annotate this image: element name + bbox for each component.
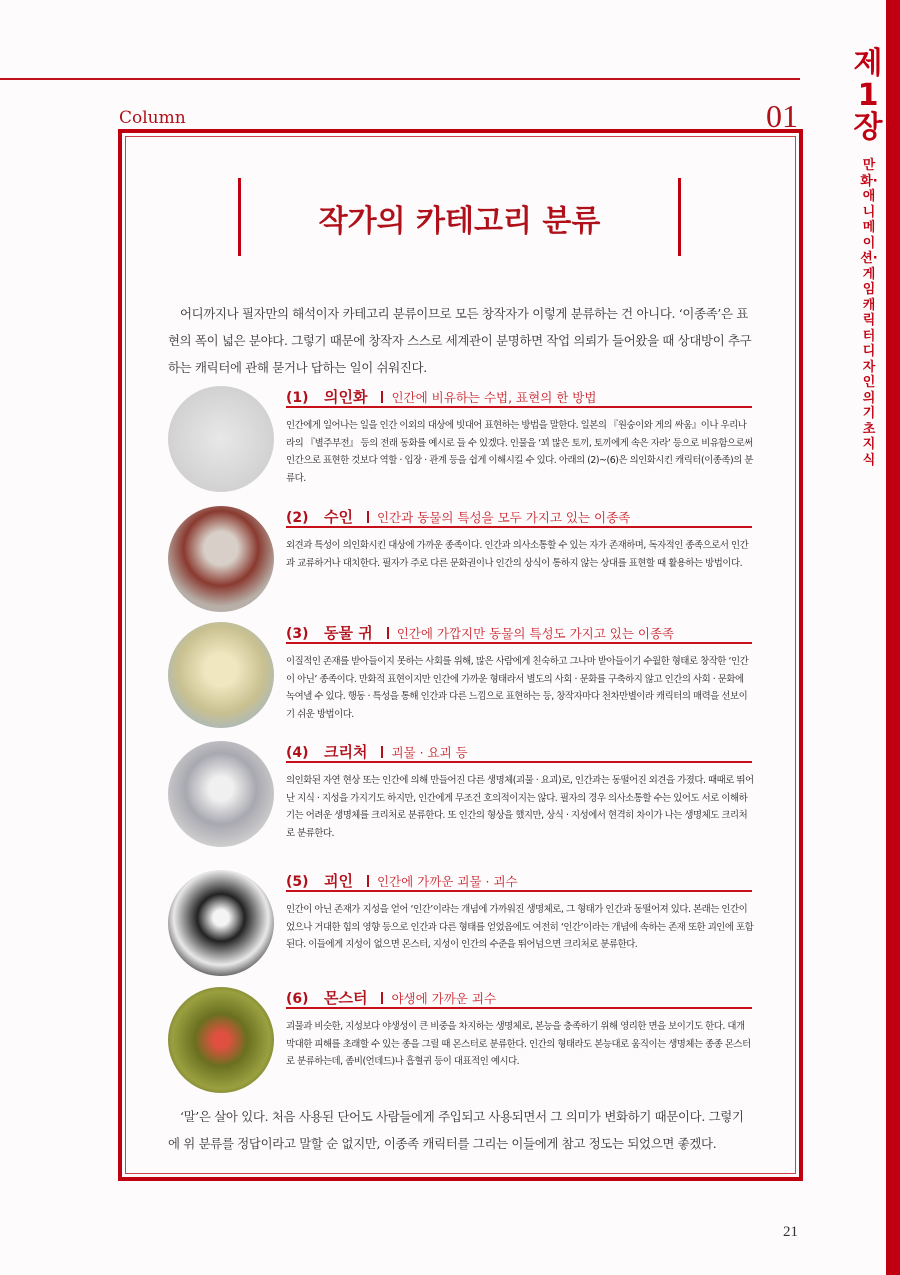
section-body: 괴물과 비슷한, 지성보다 야생성이 큰 비중을 차지하는 생명체로, 본능을 충족하기 위해 영리한 면을 보이기도 한다. 대개 막대한 피해를 초래할 수 있는 종을 그릴 때 몬스터로 분류한다. 인간의 형태라도 본능대로 움직이는 생명체는 종종 몬스터로 분류하는데, 좀비(언데드)나 흡혈귀 등이 대표적인 예시다.	[286, 1021, 751, 1067]
intro-paragraph: 어디까지나 필자만의 해석이자 카테고리 분류이므로 모든 창작자가 이렇게 분류하는 건 아니다. ‘이종족’은 표현의 폭이 넓은 분야다. 그렇기 때문에 창작자 스스로 세계관이 분명하면 작업 의뢰가 들어왔을 때 상대방이 추구하는 캐릭터에 관해 묻거나 답하는 일이 쉬워진다.	[168, 306, 752, 375]
character-illustration	[168, 386, 274, 492]
top-rule	[0, 78, 800, 80]
separator-bar	[381, 992, 383, 1004]
column-number: 01	[766, 98, 798, 134]
title-bar-right	[678, 178, 681, 256]
section-subtitle: 인간에 가깝지만 동물의 특성도 가지고 있는 이종족	[396, 626, 675, 641]
outro-paragraph: ‘말’은 살아 있다. 처음 사용된 단어도 사람들에게 주입되고 사용되면서 그 의미가 변화하기 때문이다. 그렇기에 위 분류를 정답이라고 말할 순 없지만, 이종족 캐릭터를 그리는 이들에게 참고 정도는 되었으면 좋겠다.	[168, 1109, 744, 1151]
character-illustration	[168, 741, 274, 847]
page-number: 21	[783, 1224, 798, 1240]
section-body: 인간이 아닌 존재가 지성을 얻어 ‘인간’이라는 개념에 가까워진 생명체로, 그 형태가 인간과 동떨어져 있다. 본래는 인간이었으나 거대한 힘의 영향 등으로 인간과 다른 형태를 얻었음에도 여전히 ‘인간’이라는 개념에 속하는 존재 또한 괴인에 포함된다. 이들에게 지성이 없으면 몬스터, 지성이 인간의 수준을 뛰어넘으면 크리처로 분류한다.	[286, 904, 754, 950]
chapter-subtitle: 만화·애니메이션·게임 캐릭터 디자인의 기초 지식	[860, 158, 878, 468]
section-subtitle: 인간과 동물의 특성을 모두 가지고 있는 이종족	[376, 510, 631, 525]
section-header	[286, 386, 752, 408]
section-number: (6)	[286, 991, 309, 1007]
chapter-edge-bar	[886, 0, 900, 1275]
section-subtitle: 인간에 가까운 괴물 · 괴수	[376, 874, 518, 889]
character-illustration	[168, 987, 274, 1093]
section-name: 괴인	[324, 872, 353, 890]
column-label: Column	[119, 108, 186, 128]
section-body: 외견과 특성이 의인화시킨 대상에 가까운 종족이다. 인간과 의사소통할 수 있는 자가 존재하며, 독자적인 종족으로서 인간과 교류하거나 대치한다. 필자가 주로 다른 문화권이나 인간의 상식이 통하지 않는 상대를 표현할 때 활용하는 방법이다.	[286, 540, 749, 569]
character-illustration	[168, 506, 274, 612]
section-name: 의인화	[324, 388, 368, 406]
page-title: 작가의 카테고리 분류	[318, 204, 601, 239]
section-name: 동물 귀	[324, 624, 373, 642]
section-number: (5)	[286, 874, 309, 890]
separator-bar	[381, 391, 383, 403]
separator-bar	[367, 875, 369, 887]
section-body: 이질적인 존재를 받아들이지 못하는 사회를 위해, 많은 사람에게 친숙하고 그나마 받아들이기 수월한 형태로 창작한 ‘인간이 아닌’ 종족이다. 만화적 표현이지만 인간에 가까운 형태라서 별도의 사회 · 문화를 구축하지 않고 인간의 사회 · 문화에 녹여낼 수 있다. 행동 · 특성을 통해 인간과 다른 느낌으로 표현하는 등, 창작자마다 천차만별이라 캐릭터의 매력을 선보이기 쉬운 방법이다.	[286, 656, 749, 720]
section-header	[286, 622, 752, 644]
section-header	[286, 987, 752, 1009]
section-name: 몬스터	[324, 989, 368, 1007]
separator-bar	[367, 511, 369, 523]
section-subtitle: 야생에 가까운 괴수	[391, 991, 497, 1006]
section-number: (1)	[286, 390, 309, 406]
section-number: (4)	[286, 745, 309, 761]
section-header	[286, 506, 752, 528]
section-name: 수인	[324, 508, 353, 526]
separator-bar	[381, 746, 383, 758]
section-number: (3)	[286, 626, 309, 642]
chapter-label: 제 1 장	[853, 46, 883, 145]
separator-bar	[387, 627, 389, 639]
section-body: 의인화된 자연 현상 또는 인간에 의해 만들어진 다른 생명체(괴물 · 요괴)로, 인간과는 동떨어진 외견을 가졌다. 때때로 뛰어난 지식 · 지성을 가지기도 하지만, 인간에게 무조건 호의적이지는 않다. 필자의 경우 의사소통할 수는 있어도 서로 이해하기는 어려운 생명체를 크리처로 분류한다. 또 인간의 형상을 했지만, 상식 · 지성에서 현격히 차이가 나는 생명체도 크리처로 분류한다.	[286, 775, 754, 839]
section-name: 크리처	[324, 743, 368, 761]
character-illustration	[168, 870, 274, 976]
section-body: 인간에게 일어나는 일을 인간 이외의 대상에 빗대어 표현하는 방법을 말한다. 일본의 『원숭이와 게의 싸움』이나 우리나라의 『별주부전』 등의 전래 동화를 예시로 들 수 있겠다. 인물을 ‘꾀 많은 토끼, 토끼에게 속은 자라’ 등으로 비유함으로써 인간으로 표현한 것보다 역할 · 입장 · 관계 등을 쉽게 이해시킬 수 있다. 아래의 (2)~(6)은 의인화시킨 캐릭터(이종족)의 분류다.	[286, 420, 753, 484]
section-number: (2)	[286, 510, 309, 526]
section-subtitle: 괴물 · 요괴 등	[391, 745, 468, 760]
character-illustration	[168, 622, 274, 728]
section-header	[286, 870, 752, 892]
section-subtitle: 인간에 비유하는 수법, 표현의 한 방법	[391, 390, 597, 405]
section-header	[286, 741, 752, 763]
